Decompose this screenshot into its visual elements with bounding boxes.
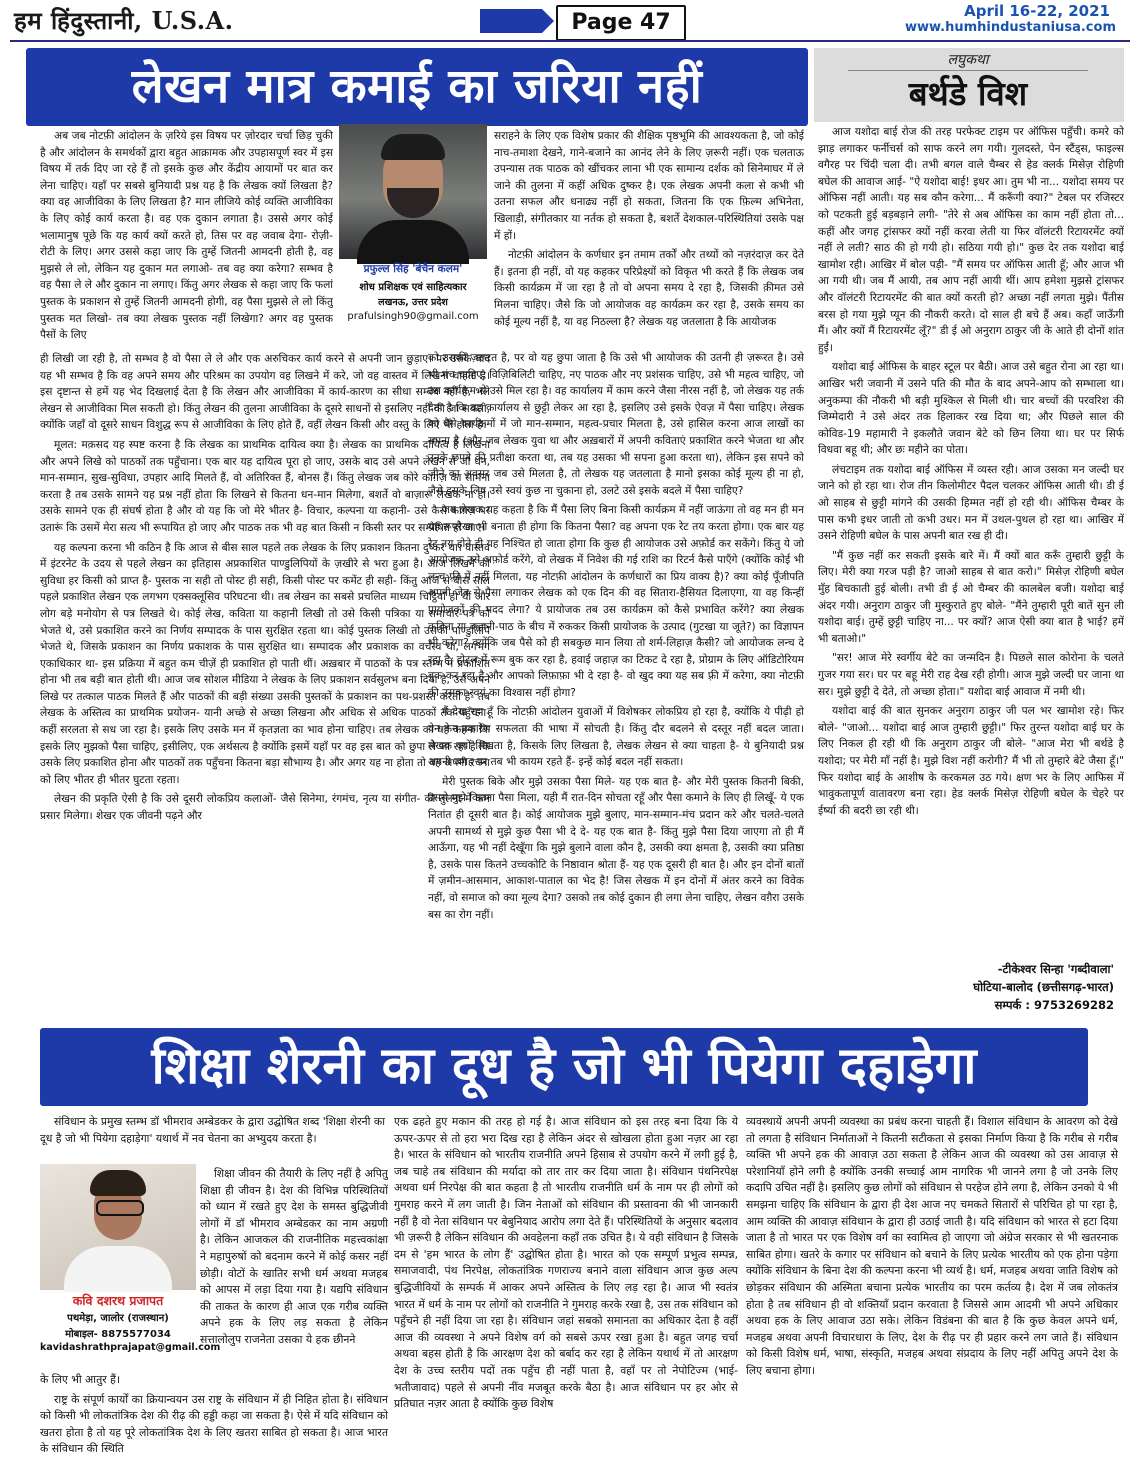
story-body: [818, 124, 1124, 960]
author-role: शोध प्रशिक्षक एवं साहित्यकार: [359, 282, 467, 293]
paragraph: आज यशोदा बाई रोज की तरह परफेक्ट टाइम पर ऑफिस पहुँची। कमरे को झाड़ लगाकर फर्नीचर्स को साफ करने लग गयी। गुलदस्ते, पेन स्टैंड्स, फाइल्स वगैरह पर चिंदी चला दी। तभी बगल वाले चैम्बर से हेड क्लर्क मिसेज़ रोहिणी बघेल की आवाज आई- "ऐ यशोदा बाई! इधर आ। तुम भी ना... यशोदा समय पर ऑफिस नहीं आती। यह सब कौन करेगा... मैं करूँगी क्या?" टेबल पर रजिस्टर को पटकती हुई बड़बड़ाने लगी- "तेरे से अब ऑफिस का काम नहीं होता तो... कहीं और जगह ट्रांसफर क्यों नहीं करवा लेती या फिर वॉलंटरी रिटायरमेंट क्यों नहीं ले लती? साठ की हो गयी हो। सठिया गयी हो।" कुछ देर तक यशोदा बाई खामोश रही। आखिर में बोल पड़ी- "मैं समय पर ऑफिस आती हूँ; और आज भी आ गयी थी। जब मैं आयी, तब आप नहीं आयी थीं। आप हमेशा मुझसे ट्रांसफर और वॉलंटरी रिटायरमेंट की बात क्यों करती हो? अच्छा नहीं लगता मुझे। पैंतीस बरस हो गया मुझे प्यून की नौकरी करते। दो साल ही बचे हैं अब। कहाँ जाऊँगी मैं। और क्यों मैं रिटायरमेंट लूँ?" डी ई ओ अनुराग ठाकुर जी के आते ही दोनों शांत हुईं।: [818, 126, 1124, 354]
article2-column-3: [746, 1114, 1118, 1456]
paragraph: जब लेखक यह कहता है कि मैं पैसा लिए बिना किसी कार्यक्रम में नहीं जाऊंगा तो वह मन ही मन यह रूपरेखा भी बनाता ही होगा कि कितना पैसा? वह अपना एक रेट तय करता होगा। एक बार यह रेट तय होते ही यह निश्चित हो जाता होगा कि कुछ ही आयोजक उसे अफ़ोर्ड कर सकेंगे। किंतु ये जो आयोजक उसे अफ़ोर्ड करेंगे, वो लेखक में निवेश की गई राशि का रिटर्न कैसे पाएँगे (क्योंकि कोई भी लन्च फ़्री में नहीं मिलता, यह नोटफ़ी आंदोलन के कर्णधारों का प्रिय वाक्य है)? क्या कोई पूँजीपति अपनी जेब से पैसा लगाकर लेखक को एक दिन की वह सितारा-हैसियत दिलाएगा, या वह किन्हीं प्रायोजकों की मदद लेगा? ये प्रायोजक तब उस कार्यक्रम को कैसे प्रभावित करेंगे? क्या लेखक कविता या कहानी-पाठ के बीच में रुककर किसी प्रायोजक के उत्पाद (गुटखा या जूते?) का विज्ञापन भी करेगा? क्योंकि जब पैसे को ही सबकुछ मान लिया तो शर्म-लिहाज़ कैसी? जो आयोजक लन्च दे रहा है, होटल में रूम बुक कर रहा है, हवाई जहाज़ का टिकट दे रहा है, प्रोग्राम के लिए ऑडिटोरियम बुक कर रहा है और आपको लिफ़ाफ़ा भी दे रहा है- वो खुद क्या यह सब फ़्री में करेगा, क्या नोटफ़ी की उसका स्वयं का विश्वास नहीं होगा?: [428, 504, 804, 699]
paragraph: लेखन की प्रकृति ऐसी है कि उसे दूसरी लोकप्रिय कलाओं- जैसे सिनेमा, रंगमंच, नृत्य या संगीत- की तुलना में कम प्रसार मिलेगा। शेखर एक जीवनी पढ़ने और: [40, 793, 490, 823]
paragraph: व्यवस्थायें अपनी अपनी व्यवस्था का प्रबंध करना चाहती हैं। विशाल संविधान के आवरण को देखे तो लगता है संविधान निर्माताओं ने कितनी सटीकता से इसका निर्माण किया है कि गरीब से गरीब व्यक्ति भी अपने हक की आवाज़ उठा सकता है लेकिन आज की व्यवस्था को उस आवाज़ से परेशानियाँ होने लगी है क्योंकि उनकी सच्चाई आम नागरिक भी जानने लगा है जो उनके लिए कदापि उचित नहीं है। इसलिए कुछ लोगों को संविधान से परहेज होने लगा है, लेकिन उनको ये भी समझना चाहिए कि संविधान के द्वारा ही देश आज नए चमकते सितारों से परिचित हो पा रहा है, आम व्यक्ति की आवाज़ संविधान के द्वारा ही उठाई जाती है। यदि संविधान को भारत से हटा दिया जाता है तो भारत पर एक विशेष वर्ग का स्वामित्व हो जाएगा जो अंग्रेज सरकार से भी खतरनाक साबित होगा। खतरे के कगार पर संविधान को बचाने के लिए प्रत्येक भारतीय को एक होना पड़ेगा क्योंकि संविधान के बिना देश की कल्पना करना भी व्यर्थ है। धर्म, मजहब अथवा जाति विशेष को छोड़कर संविधान की अस्मिता बचाना प्रत्येक भारतीय का परम कर्तव्य है। देश में जब लोकतंत्र होता है तब संविधान ही वो शक्तियाँ प्रदान करवाता है जिससे आम आदमी भी अपने अधिकार अथवा हक के लिए आवाज उठा सके। लेकिन विडंबना की बात है कि कुछ केवल अपने धर्म, मजहब अथवा अपनी विचारधारा के लिए, देश के रीढ़ पर ही प्रहार करने लग जाते हैं। संविधान को किसी विशेष धर्म, भाषा, संस्कृति, मजहब अथवा संप्रदाय के लिए नहीं अपितु अपने देश के लिए बचाना होगा।: [746, 1115, 1118, 1377]
paragraph: "मैं कुछ नहीं कर सकती इसके बारे में। मैं क्यों बात करूँ तुम्हारी छुट्टी के लिए। मेरी क्या गरज पड़ी है? जाओ साहब से बात करो।" मिसेज़ रोहिणी बघेल मुँह बिचकाती हुई बोली। तभी डी ई ओ चैम्बर की कालबेल बजी। यशोदा बाई अंदर गयी। अनुराग ठाकुर जी मुस्कुराते हुए बोले- "मैंने तुम्हारी पूरी बातें सुन ली यशोदा बाई। तुम्हें छुट्टी चाहिए ना... पर क्यों? आज ऐसी क्या बात है भाई? हमें भी बताओ।": [818, 549, 1124, 645]
author-name: कवि दशरथ प्रजापत: [72, 1293, 164, 1308]
paragraph: नोटफ़ी आंदोलन के कर्णधार इन तमाम तर्कों और तथ्यों को नज़रंदाज़ कर देते हैं। इतना ही नहीं, वो यह कहकर परिप्रेक्ष्यों को विकृत भी करते हैं कि लेखक जब किसी कार्यक्रम में जा रहा है तो वो अपना समय दे रहा है, जिसकी क़ीमत उसे मिलना चाहिए। जैसे कि जो आयोजक वह कार्यक्रम कर रहा है, उसके समय का कोई मूल्य नहीं है, या वह निठल्ला है? लेखक यह जतलाता है कि आयोजक: [494, 249, 804, 328]
article2-column-1-bottom: [40, 1372, 388, 1456]
page-number: Page 47: [556, 5, 686, 41]
article2-column-2: [394, 1114, 738, 1456]
article1-column-2-bottom: [428, 350, 804, 1016]
paragraph: अब जब नोटफ़ी आंदोलन के ज़रिये इस विषय पर ज़ोरदार चर्चा छिड़ चुकी है और आंदोलन के समर्थकों द्वारा बहुत आक्रामक और उपहासपूर्ण स्वर में इस विषय में तर्क दिए जा रहे हैं तो इसके कुछ और केंद्रीय आयामों पर बात कर लेना चाहिए। यहाँ पर सबसे बुनियादी प्रश्न यह है कि लेखक क्यों लिखता है? क्या वह आजीविका के लिए लिखता है? मान लीजिये कोई व्यक्ति आजीविका के लिए कोई कार्य करता है। वह एक दुकान लगाता है। उससे अगर कोई भलामानुष पूछे कि यह कार्य क्यों करते हो, तिस पर वह जवाब देगा- रोज़ी-रोटी के लिए। अगर उससे कहा जाए कि तुम्हें जितनी आमदनी होती है, वह मुझसे ले लो, लेकिन यह दुकान मत लगाओ- तब वह क्या करेगा? सम्भव है वह पैसा ले ले और दुकान ना लगाए। किंतु अगर लेखक से कहा जाए कि फलां पुस्तक के प्रकाशन से तुम्हें जितनी आमदनी होगी, वह पैसा मुझसे ले लो किंतु पुस्तक मत लिखो- तब क्या लेखक पुस्तक नहीं लिखेगा? अगर वह पुस्तक पैसों के लिए: [40, 130, 333, 342]
article1-headline: लेखन मात्र कमाई का जरिया नहीं: [26, 48, 808, 126]
article2-intro: [40, 1114, 385, 1164]
paragraph: यशोदा बाई की बात सुनकर अनुराग ठाकुर जी पल भर खामोश रहे। फिर बोले- "जाओ... यशोदा बाई आज तुम्हारी छुट्टी।" फिर तुरन्त यशोदा बाई घर के लिए निकल ही रही थी कि अनुराग ठाकुर जी बोले- "आज मेरा भी बर्थडे है यशोदा; पर मेरी माँ नहीं है। मुझे विश नहीं करोगी? मैं भी तो तुम्हारे बेटे जैसा हूँ।" फिर यशोदा बाई के आशीष के करकमल उठ गये। क्षण भर के लिए आफिस में भावुकतापूर्ण वातावरण बना रहा। हेड क्लर्क मिसेज़ रोहिणी बघेल के चेहरे पर ईर्ष्या की बदरी छा रही थी।: [818, 705, 1124, 817]
website-link[interactable]: www.humhindustaniusa.com: [904, 20, 1116, 35]
author-photo: [339, 124, 487, 259]
paragraph: यशोदा बाई ऑफिस के बाहर स्टूल पर बैठी। आज उसे बहुत रोना आ रहा था। आखिर भरी जवानी में उसने पति की मौत के बाद अपने-आप को सम्भाला था। अनुकम्पा की नौकरी भी बड़ी मुश्किल से मिली थी। चार बच्चों की परवरिश की जिम्मेदारी ने उसे अंदर तक हिलाकर रख दिया था; और पिछले साल की कोविड-19 महामारी ने इकलौते जवान बेटे को छिन लिया था। घर पर सिर्फ विधवा बहू थी; और छः महीने का पोता।: [818, 361, 1124, 457]
paragraph: मूलत: मक़सद यह स्पष्ट करना है कि लेखक का प्राथमिक दायित्व क्या है। लेखक का प्राथमिक दायित्व है लिखना और अपने लिखे को पाठकों तक पहुँचाना। एक बार यह दायित्व पूरा हो जाए, उसके बाद उसे अपने लेखन से जो धन, मान-सम्मान, सुख-सुविधा, उपहार आदि मिलते हैं, वो अतिरिक्त हैं, बोनस हैं। किंतु लेखक जब कोरे काग़ज़ का सामना करता है तब उसके सामने यह प्रश्न नहीं होता कि लिखने से कितना धन-मान मिलेगा, बशर्ते वो बाज़ारू लेखक ना हो। उसके सामने एक ही संघर्ष होता है और वो यह कि जो मेरे भीतर है- विचार, कल्पना या कहानी- उसे कैसे काग़ज़ पर उतारूं कि उसमें मेरा सत्य भी रूपायित हो जाए और पाठक तक भी वह बात किसी न किसी स्तर पर सम्प्रेषित हो जाए।: [40, 438, 490, 534]
paragraph: मैं देख रहा हूँ कि नोटफ़ी आंदोलन युवाओं में विशेषकर लोकप्रिय हो रहा है, क्योंकि ये पीढ़ी हो येन-केन-प्रकारेण सफलता की भाषा में सोचती है। किंतु दौर बदलने से दस्तूर नहीं बदल जाता। लेखक क्यों लिखता है, किसके लिए लिखता है, लेखक लेखन से क्या चाहता है- ये बुनियादी प्रश्न अपनी जगह पर तब भी कायम रहते हैं- इन्हें कोई बदल नहीं सकता।: [428, 706, 804, 769]
paragraph: लंचटाइम तक यशोदा बाई ऑफिस में व्यस्त रही। आज उसका मन जल्दी घर जाने को हो रहा था। रोज तीन किलोमीटर पैदल चलकर ऑफिस आती थी। डी ई ओ साहब से छुट्टी मांगने की उसकी हिम्मत नहीं हो रही थी। ऑफिस चैम्बर के पास कभी इधर जाती तो कभी उधर। मन में उथल-पुथल हो रहा था। आखिर में उसने रोहिणी बघेल के पास अपनी बात रख ही दी।: [818, 463, 1124, 543]
story-title: बर्थडे विश: [908, 74, 1028, 113]
story-author-place: घोटिया-बालोद (छत्तीसगढ़-भारत): [973, 980, 1114, 994]
paragraph: मेरी पुस्तक बिके और मुझे उसका पैसा मिले- यह एक बात है- और मेरी पुस्तक कितनी बिकी, उससे मुझे कितना पैसा मिला, यही मैं रात-दिन सोचता रहूँ और पैसा कमाने के लिए ही लिखूँ- ये एक नितांत ही दूसरी बात है। कोई आयोजक मुझे बुलाए, मान-सम्मान-मंच प्रदान करे और चलते-चलते अपनी सामर्थ्य से मुझे कुछ पैसा भी दे दे- यह एक बात है- किंतु मुझे पैसा दिया जाएगा तो ही मैं आऊँगा, यह भी नहीं देखूँगा कि मुझे बुलाने वाला कौन है, उसकी क्या क्षमता है, उसकी क्या प्रतिष्ठा है, उसके पास कितने उच्चकोटि के निष्ठावान श्रोता हैं- यह एक दूसरी ही बात है। और इन दोनों बातों में ज़मीन-आसमान, आकाश-पाताल का भेद है! जिस लेखक में इन दोनों में अंतर करने का विवेक नहीं, वो समाज को क्या मूल्य देगा? उसको तब कोई दुकान ही लगा लेना चाहिए, लेखन वग़ैरा उसके बस का रोग नहीं।: [428, 775, 804, 921]
article2-headline: शिक्षा शेरनी का दूध है जो भी पियेगा दहाड़ेगा: [40, 1028, 1088, 1106]
masthead-title: हम हिंदुस्तानी, U.S.A.: [14, 6, 234, 35]
paragraph: के लिए भी आतुर हैं।: [40, 1373, 120, 1386]
author-city: लखनऊ, उत्तर प्रदेश: [378, 297, 448, 308]
issue-date: April 16-22, 2021: [964, 2, 1110, 20]
paragraph: राष्ट्र के संपूर्ण कार्यों का क्रियान्वयन उस राष्ट्र के संविधान में ही निहित होता है। संविधान को किसी भी लोकतांत्रिक देश की रीढ़ की हड्डी कहा जा सकता है। ऐसे में यदि संविधान को खतरा होता है तो यह पूरे लोकतांत्रिक देश के लिए खतरा साबित हो सकता है। आज भारत के संविधान की स्थिति: [40, 1392, 388, 1456]
paragraph: एक ढहते हुए मकान की तरह हो गई है। आज संविधान को इस तरह बना दिया कि ये ऊपर-ऊपर से तो हरा भरा दिख रहा है लेकिन अंदर से खोखला होता हुआ नज़र आ रहा है। भारत के संविधान को भारतीय राजनीति अपने हिसाब से उपयोग करने में लगी हुई है, जब चाहे तब संविधान की मर्यादा को तार तार कर दिया जाता है। संविधान पंथनिरपेक्ष अथवा धर्म निरपेक्ष की बात कहता है तो भारतीय राजनीति धर्म के नाम पर ही लोगों को गुमराह करने में लग जाती है। जिन नेताओं को संविधान की प्रस्तावना की भी जानकारी नहीं है वो नेता संविधान पर बेबुनियाद आरोप लगा देते हैं। परिस्थितियों के अनुसार बदलाव भी ज़रूरी है लेकिन संविधान की अवहेलना कहाँ तक उचित है। ये वही संविधान है जिसके दम से 'हम भारत के लोग हैं' उद्घोषित होता है। भारत को एक सम्पूर्ण प्रभुत्व सम्पन्न, समाजवादी, पंथ निरपेक्ष, लोकतांत्रिक गणराज्य बनाने वाला संविधान आज कुछ अल्प बुद्धिजीवियों के सम्पर्क में आकर अपने अस्तित्व के लिए लड़ रहा है। आज भी स्वतंत्र भारत में धर्म के नाम पर लोगों को राजनीति ने गुमराह करके रखा है, उस तक संविधान को पहुँचने ही नहीं दिया जा रहा है। संविधान जहां सबको समानता का अधिकार देता है वहीं आज की व्यवस्था ने अपने विशेष वर्ग को सबसे ऊपर रखा हुआ है। बहुत जगह चर्चा अथवा बहस होती है कि आरक्षण देश को बर्बाद कर रहा है लेकिन यथार्थ में तो आरक्षण देश के उच्च स्तरीय पदों तक पहुँच ही नहीं पाता है, वहाँ पर तो नेपोटिज्म (भाई-भतीजावाद) पहले से अपनी नींव मजबूत करके बैठा है। आज संविधान पर हर ओर से प्रतिघात नज़र आता है क्योंकि कुछ विशेष: [394, 1115, 738, 1411]
article1-column-1-bottom: [40, 351, 490, 1016]
paragraph: "सर! आज मेरे स्वर्गीय बेटे का जन्मदिन है। पिछले साल कोरोना के चलते गुजर गया सर। घर पर बहू मेरी राह देख रही होगी। आज मुझे जल्दी घर जाना था सर। मुझे छुट्टी दे देते, तो अच्छा होता।" यशोदा बाई आवाज में नमी थी।: [818, 652, 1124, 698]
article2-column-1-side: [200, 1166, 388, 1371]
story-category-label: लघुकथा: [947, 52, 989, 68]
paragraph: शिक्षा जीवन की तैयारी के लिए नहीं है अपितु शिक्षा ही जीवन है। देश की विभिन्न परिस्थितियों को ध्यान में रखते हुए देश के समस्त बुद्धिजीवी लोगों में डॉ भीमराव अम्बेडकर का नाम अग्रणी है। लेकिन आजकल की राजनीतिक महत्त्वकांक्षा ने महापुरुषों को बदनाम करने में कोई कसर नहीं छोड़ी। वोटों के खातिर सभी धर्म अथवा मजहब को आपस में लड़ा दिया गया है। यद्यपि संविधान की ताकत के कारण ही आज एक गरीब व्यक्ति अपने हक के लिए लड़ सकता है लेकिन सत्तालोलुप राजनेता उसका ये हक छीनने: [200, 1167, 388, 1346]
paragraph: सराहने के लिए एक विशेष प्रकार की शैक्षिक पृष्ठभूमि की आवश्यकता है, जो कोई नाच-तमाशा देखने, गाने-बजाने का आनंद लेने के लिए ज़रूरी नहीं। एक चलताऊ उपन्यास तक पाठक को खींचकर लाना भी एक सामान्य दर्शक को सिनेमाघर में ले जाने की तुलना में कहीं अधिक दुष्कर है। एक लेखक अपनी कला से कभी भी उतना सफल और धनाढ्य नहीं हो सकता, जितना कि एक फ़िल्म अभिनेता, खिलाड़ी, संगीतकार या नर्तक हो सकता है, बशर्ते देशकाल-परिस्थितियां उसके पक्ष में हों।: [494, 130, 804, 242]
author-photo: [40, 1164, 196, 1290]
article1-column-2-top: [494, 128, 804, 353]
paragraph: को उसकी ज़रूरत है, पर वो यह छुपा जाता है कि उसे भी आयोजक की उतनी ही ज़रूरत है। उसे भी मंच चाहिए, विज़िबिलिटी चाहिए, नए पाठक और नए प्रशंसक चाहिए, उसे भी महत्व चाहिए, जो उस कार्यक्रम से उसे मिल रहा है। वह कार्यालय में काम करने जैसा नीरस नहीं है, जो लेखक यह तर्क देता है कि वह कार्यालय से छुट्टी लेकर आ रहा है, इसलिए उसे इसके ऐवज़ में पैसा चाहिए। लेखक को वैसे कार्यक्रमों में जो मान-सम्मान, महत्व-प्रचार मिलता है, उसे हासिल करना आज लाखों का सपना है (और जब लेखक युवा था और अख़बारों में अपनी कविताएं प्रकाशित करने भेजता था और उनके छपने की प्रतीक्षा करता था, तब यह उसका भी सपना हुआ करता था), लेकिन इस सपने को जीने का अवसर जब उसे मिलता है, तो लेखक यह जतलाता है मानो इसका कोई मूल्य ही ना हो, जैसे इसके लिए उसे स्वयं कुछ ना चुकाना हो, उलटे उसे इसके बदले में पैसा चाहिए?: [428, 352, 804, 497]
arrow-icon: [480, 7, 556, 35]
author-name: प्रफुल्ल सिंह 'बेचैन कलम': [363, 263, 463, 275]
author-email[interactable]: kavidashrathprajapat@gmail.com: [40, 1342, 221, 1353]
story-author-phone: सम्पर्क : 9753269282: [994, 998, 1114, 1012]
author-email[interactable]: prafulsingh90@gmail.com: [347, 311, 479, 322]
paragraph: यह कल्पना करना भी कठिन है कि आज से बीस साल पहले तक लेखक के लिए प्रकाशन कितना दुष्कर था। वास्तव में इंटरनेट के उदय से पहले लेखन का इतिहास अप्रकाशित पाण्डुलिपियों के ज़खीरे से भरा हुआ है। आज लिखने की सुविधा हर किसी को प्राप्त है- पुस्तक ना सही तो पोस्ट ही सही, किसी पोस्ट पर कमेंट ही सही- किंतु आज से बीस साल पहले प्रकाशित लेखन एक लगभग एक्सक्लूसिव परिघटना थी। तब लेखन का सबसे प्रचलित माध्यम चिट्ठियाँ ही थीं और लोग बड़े मनोयोग से पत्र लिखते थे। कोई लेख, कविता या कहानी लिखी तो उसे किसी पत्रिका या समाचार-पत्र को भेजते थे, उसे प्रकाशित करने का निर्णय सम्पादक के पास सुरक्षित रहता था। कोई पुस्तक लिखी तो उसकी पाण्डुलिपि भेजते थे, जिसके प्रकाशन का निर्णय प्रकाशक के पास सुरक्षित था। सम्पादक और प्रकाशक का वर्चस्व था, लगभग एकाधिकार था- इस प्रक्रिया में बहुत कम चीज़ें ही प्रकाशित हो पाती थीं। अख़बार में पाठकों के पत्र स्तम्भ में प्रकाशित होना भी तब बड़ी बात होती थी। आज जब सोशल मीडिया ने लेखक के लिए प्रकाशन सर्वसुलभ बना दिया है, उसे अपने लिखे पर तत्काल पाठक मिलते हैं और पाठकों की बड़ी संख्या उसकी पुस्तकों के प्रकाशन का पथ-प्रशस्त करती है- तब लेखक के अस्तित्व का प्राथमिक प्रयोजन- यानी अच्छे से अच्छा लिखना और अधिक से अधिक पाठकों तक पहुँचना- कहीं सरलता से सध जा रहा है। इसके लिए उसके मन में कृतज्ञता का भाव होना चाहिए। तब लेखक का यह कहना कि इसके लिए मुझको पैसा चाहिए, इसीलिए, एक अर्थसत्य है क्योंकि इसमें यहाँ पर वह इस बात को छुपा ले जा रहा है कि उसके लिए प्रकाशित होना और पाठकों तक पहुँचना कितना बड़ा सौभाग्य है। और अगर यह ना होता तो वह अपनी रचना को लिए भीतर ही भीतर घुटता रहता।: [40, 541, 490, 786]
story-author-name: -टीकेश्वर सिन्हा 'गब्दीवाला': [997, 962, 1114, 976]
paragraph: ही लिखी जा रही है, तो सम्भव है वो पैसा ले ले और एक अरुचिकर कार्य करने से अपनी जान छुड़ाए। पर उसके बाद यह भी सम्भव है कि वह अपने समय और परिश्रम का उपयोग वह लिखने में करे, जो वह वास्तव में लिखना चाहता है। इस दृष्टान्त से हमें यह भेद दिखलाई देता है कि लेखन और आजीविका में कार्य-कारण का सीधा सम्बंध नहीं है, भले लेखन से आजीविका मिल सकती हो। किंतु लेखन की तुलना आजीविका के दूसरे साधनों से इसलिए नहीं की जा सकती, क्योंकि जहाँ वो दूसरे साधन विशुद्ध रूप से आजीविका के लिए होते हैं, वहीं लेखन किसी और वस्तु के लिए भी होता है।: [40, 353, 490, 432]
author-place: पथमेड़ा, जालोर (राजस्थान): [67, 1313, 169, 1324]
paragraph: संविधान के प्रमुख स्तम्भ डॉ भीमराव अम्बेडकर के द्वारा उद्घोषित शब्द 'शिक्षा शेरनी का दूध है जो भी पियेगा दहाड़ेगा' यथार्थ में नव चेतना का अभ्युदय करता है।: [40, 1115, 385, 1145]
author-mobile: मोबाइल- 8875577034: [65, 1329, 171, 1340]
masthead-divider: [10, 40, 1130, 42]
article1-column-1-top: [40, 128, 333, 349]
